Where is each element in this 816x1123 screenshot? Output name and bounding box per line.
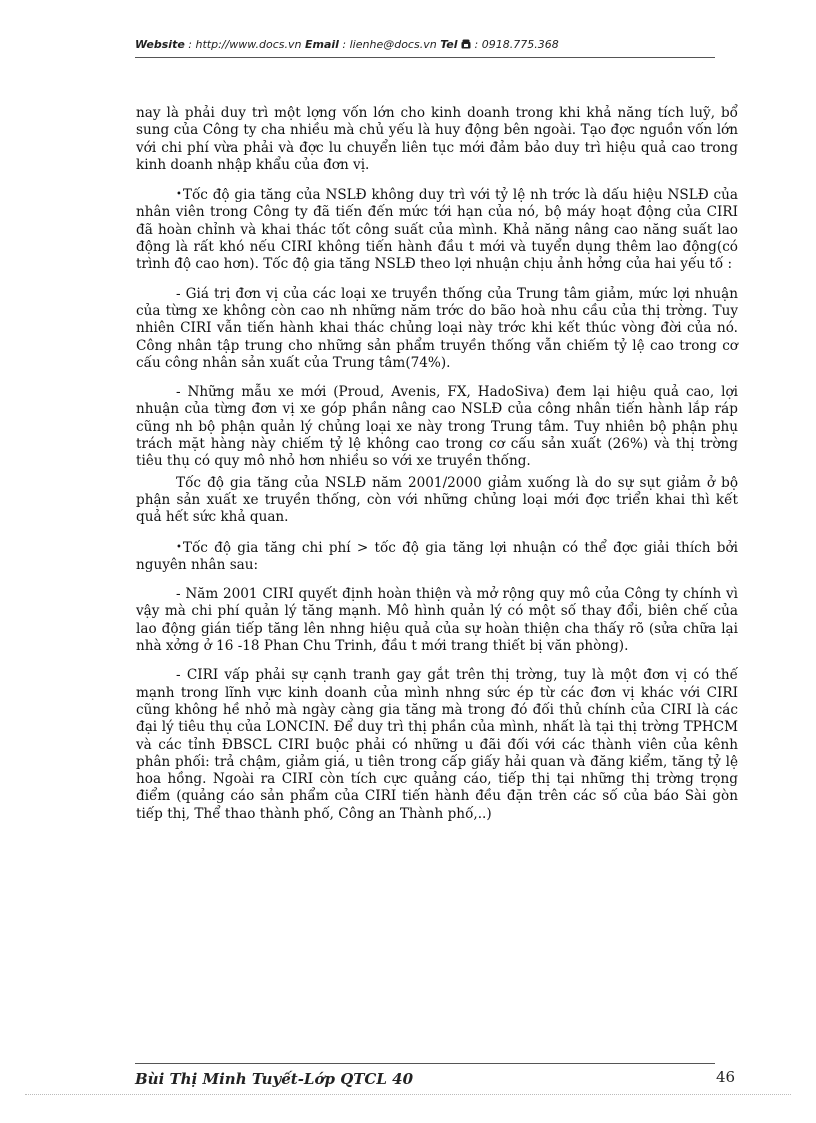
paragraph: Tốc độ gia tăng của NSLĐ năm 2001/2000 giảm xuống là do sự sụt giảm ở bộ phận sản xuất xe truyền thống, còn với những chủng loại mới đợc triển khai thì kết quả hết sức khả quan. bbox=[136, 474, 738, 526]
page-header bbox=[135, 38, 715, 52]
dash-paragraph bbox=[136, 384, 738, 470]
paragraph-text: CIRI vấp phải sự cạnh tranh gay gắt trên thị trờng, tuy là một đơn vị có thế mạnh trong lĩnh vực kinh doanh của mình nhng sức ép từ các đơn vị khác với CIRI cũng không hề nhỏ mà ngày càng gia tăng mà trong đó đối thủ chính của CIRI là các đại lý tiêu thụ của LONCIN. Để duy trì thị phần của mình, nhất là tại thị trờng TPHCM và các tỉnh ĐBSCL CIRI buộc phải có những u đãi đối với các thành viên của kênh phân phối: trả chậm, giảm giá, u tiên trong cấp giấy hải quan và đăng kiểm, tăng tỷ lệ hoa hồng. Ngoài ra CIRI còn tích cực quảng cáo, tiếp thị tại những thị trờng trọng điểm (quảng cáo sản phẩm của CIRI tiến hành đều đặn trên các số của báo Sài gòn tiếp thị, Thể thao thành phố, Công an Thành phố,..) bbox=[136, 667, 738, 822]
email-value: : lienhe@docs.vn bbox=[338, 38, 441, 51]
dash-marker: - bbox=[176, 667, 181, 684]
paragraph: nay là phải duy trì một lợng vốn lớn cho kinh doanh trong khi khả năng tích luỹ, bổ sung của Công ty cha nhiều mà chủ yếu là huy động bên ngoài. Tạo đợc nguồn vốn lớn với chi phí vừa phải và đợc lu chuyển liên tục mới đảm bảo duy trì hiệu quả cao trong kinh doanh nhập khẩu của đơn vị. bbox=[136, 105, 738, 173]
bullet-marker: • bbox=[176, 541, 182, 553]
dash-paragraph bbox=[136, 286, 738, 372]
website-label: Website bbox=[135, 38, 185, 51]
dash-marker: - bbox=[176, 586, 181, 603]
email-label: Email bbox=[304, 38, 339, 51]
bullet-marker: • bbox=[176, 189, 182, 201]
header-rule bbox=[135, 57, 715, 58]
bullet-paragraph bbox=[136, 186, 738, 273]
bottom-dotted-rule bbox=[25, 1094, 791, 1095]
tel-value: : 0918.775.368 bbox=[471, 38, 559, 51]
paragraph-text: Năm 2001 CIRI quyết định hoàn thiện và mở rộng quy mô của Công ty chính vì vậy mà chi phí quản lý tăng mạnh. Mô hình quản lý có một số thay đổi, biên chế của lao động gián tiếp tăng lên nhng hiệu quả của sự hoàn thiện cha thấy rõ (sửa chữa lại nhà xởng ở 16 -18 Phan Chu Trinh, đầu t mới trang thiết bị văn phòng). bbox=[136, 586, 738, 655]
paragraph-text: Giá trị đơn vị của các loại xe truyền thống của Trung tâm giảm, mức lợi nhuận của từng xe không còn cao nh những năm trớc do bão hoà nhu cầu của thị trờng. Tuy nhiên CIRI vẫn tiến hành khai thác chủng loại này trớc khi kết thúc vòng đời của nó. Công nhân tập trung cho những sản phẩm truyền thống vẫn chiếm tỷ lệ cao trong cơ cấu công nhân sản xuất của Trung tâm(74%). bbox=[136, 285, 738, 371]
document-body bbox=[136, 105, 738, 835]
paragraph-text: Tốc độ gia tăng của NSLĐ không duy trì với tỷ lệ nh trớc là dấu hiệu NSLĐ của nhân viên trong Công ty đã tiến đến mức tới hạn của nó, bộ máy hoạt động của CIRI đã hoàn chỉnh và khai thác tốt công suất của mình. Khả năng nâng cao năng suất lao động là rất khó nếu CIRI không tiến hành đầu t mới và tuyển dụng thêm lao động(có trình độ cao hơn). Tốc độ gia tăng NSLĐ theo lợi nhuận chịu ảnh hởng của hai yếu tố : bbox=[136, 187, 738, 273]
phone-icon bbox=[461, 39, 471, 52]
paragraph-text: Những mẫu xe mới (Proud, Avenis, FX, HadoSiva) đem lại hiệu quả cao, lợi nhuận của từng đơn vị xe góp phần nâng cao NSLĐ của công nhân tiến hành lắp ráp cũng nh bộ phận quản lý chủng loại xe này trong Trung tâm. Tuy nhiên bộ phận phụ trách mặt hàng này chiếm tỷ lệ không cao trong cơ cấu sản xuất (26%) và thị trờng tiêu thụ có quy mô nhỏ hơn nhiều so với xe truyền thống. bbox=[136, 384, 738, 470]
footer-rule bbox=[135, 1063, 715, 1064]
website-value: : http://www.docs.vn bbox=[184, 38, 305, 51]
dash-marker: - bbox=[176, 285, 181, 302]
dash-marker: - bbox=[176, 384, 181, 401]
dash-paragraph bbox=[136, 586, 738, 655]
page-number: 46 bbox=[716, 1068, 736, 1086]
paragraph-text: Tốc độ gia tăng chi phí > tốc độ gia tăng lợi nhuận có thể đợc giải thích bởi nguyên nhân sau: bbox=[136, 539, 738, 573]
tel-label: Tel bbox=[440, 38, 458, 51]
dash-paragraph bbox=[136, 667, 738, 823]
footer-author: Bùi Thị Minh Tuyết-Lớp QTCL 40 bbox=[135, 1070, 414, 1088]
bullet-paragraph bbox=[136, 539, 738, 575]
